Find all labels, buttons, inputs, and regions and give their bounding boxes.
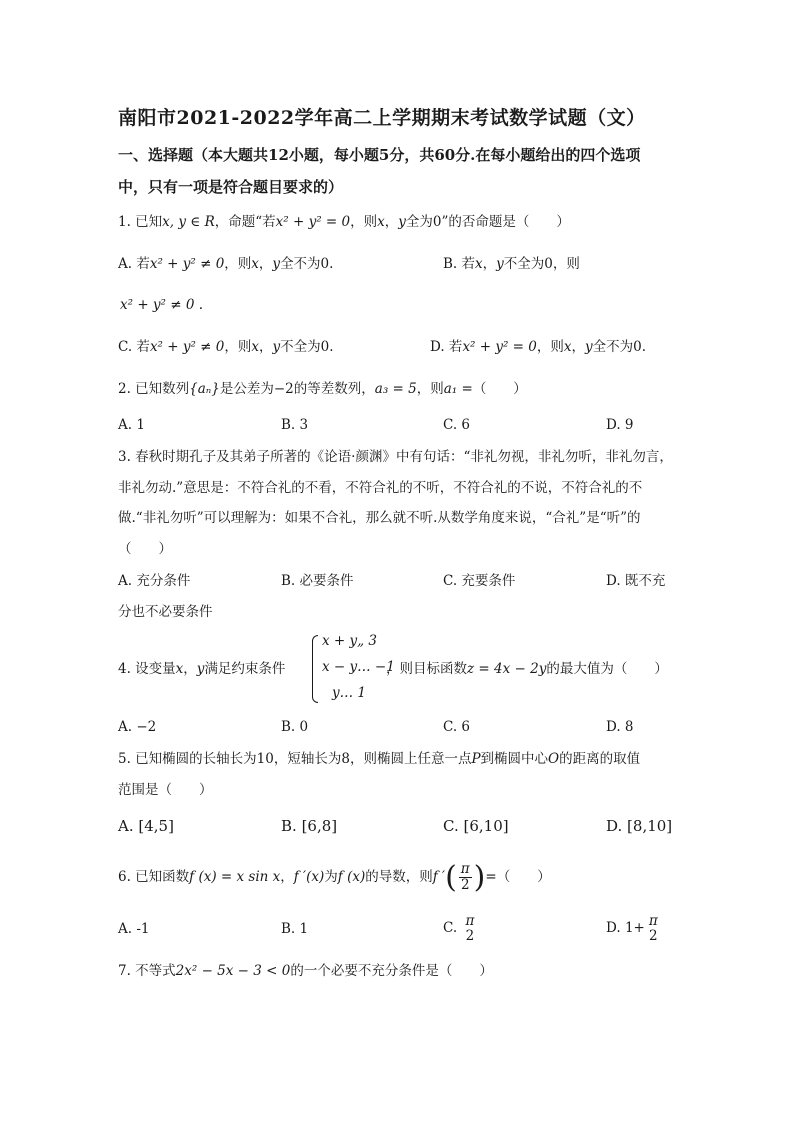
left-brace (312, 635, 318, 703)
question-4-option-a: A. −2 (118, 719, 157, 735)
question-1-option-a: A. 若x² + y² ≠ 0，则x，y全不为0. (118, 256, 334, 272)
question-6-option-c: C. π 2 (443, 912, 475, 944)
constraint-1: x + y„ 3 (322, 633, 378, 649)
question-2-option-b: B. 3 (281, 417, 309, 433)
question-3-option-c: C. 充要条件 (443, 573, 516, 589)
question-3-option-d: D. 既不充 (606, 573, 666, 589)
question-7-stem: 7. 不等式2x² − 5x − 3 < 0的一个必要不充分条件是（ ） (118, 963, 493, 979)
question-6-option-b: B. 1 (281, 921, 309, 937)
question-2-option-c: C. 6 (443, 417, 471, 433)
section-heading-line2: 中，只有一项是符合题目要求的） (118, 178, 344, 196)
question-2-option-a: A. 1 (118, 417, 145, 433)
question-3-line4: （ ） (118, 541, 172, 557)
fraction-pi-over-2: π 2 (648, 912, 658, 944)
question-1-option-c: C. 若x² + y² ≠ 0，则x，y不全为0. (118, 339, 334, 355)
question-1-option-b: B. 若x，y不全为0，则 (443, 256, 580, 272)
question-1-option-d: D. 若x² + y² = 0，则x，y全不为0. (430, 339, 647, 355)
exam-title: 南阳市2021-2022学年高二上学期期末考试数学试题（文） (118, 107, 646, 129)
constraint-3: y… 1 (332, 685, 367, 701)
question-5-option-c: C. [6,10] (443, 817, 509, 835)
math-eq: x² + y² = 0 (275, 214, 351, 230)
question-4-stem-right: ，则目标函数z = 4x − 2y的最大值为（ ） (386, 661, 668, 677)
question-4-option-d: D. 8 (606, 719, 634, 735)
question-5-option-a: A. [4,5] (118, 817, 174, 835)
question-2-stem: 2. 已知数列{aₙ}是公差为−2的等差数列，a₃ = 5，则a₁ =（ ） (118, 381, 527, 397)
left-paren: ( (445, 859, 457, 895)
question-5-option-d: D. [8,10] (606, 817, 673, 835)
question-6-option-d: D. 1+ π 2 (606, 912, 658, 944)
right-paren: ) (473, 859, 486, 895)
question-5-line2: 范围是（ ） (118, 782, 213, 798)
question-3-line2: 非礼勿动.”意思是：不符合礼的不看，不符合礼的不听，不符合礼的不说，不符合礼的不 (118, 480, 643, 496)
constraint-2: x − y… −1 (322, 659, 395, 675)
question-5-line1: 5. 已知椭圆的长轴长为10，短轴长为8，则椭圆上任意一点P到椭圆中心O的距离的取值 (118, 751, 641, 767)
constraint-system (312, 633, 395, 705)
question-3-line1: 3. 春秋时期孔子及其弟子所著的《论语·颜渊》中有句话：“非礼勿视，非礼勿听，非礼勿言， (118, 449, 673, 465)
question-4-option-c: C. 6 (443, 719, 471, 735)
question-3-option-b: B. 必要条件 (281, 573, 354, 589)
question-5-option-b: B. [6,8] (281, 817, 338, 835)
question-1-stem: 1. 已知x, y ∈ R，命题“若x² + y² = 0，则x，y全为0”的否命题是（ ） (118, 214, 570, 230)
question-4-option-b: B. 0 (281, 719, 309, 735)
question-2-option-d: D. 9 (606, 417, 634, 433)
fraction-pi-over-2: $\frac{\pi}{2}$ (460, 861, 470, 893)
question-6-option-a: A. -1 (118, 921, 150, 937)
question-1-option-b-cont: x² + y² ≠ 0 . (120, 297, 204, 313)
question-3-line3: 做.“非礼勿听”可以理解为：如果不合礼，那么就不听.从数学角度来说，“合礼”是“听”的 (118, 510, 641, 526)
question-6-stem: 6. 已知函数f (x) = x sin x，f ′(x)为f (x)的导数，则f ′( $\frac{\pi}{2}$ )=（ ） (118, 859, 551, 895)
math-vars: x, y ∈ R (162, 214, 215, 230)
question-4-stem-left: 4. 设变量x，y满足约束条件 (118, 661, 286, 677)
question-3-option-d-cont: 分也不必要条件 (118, 604, 213, 620)
fraction-pi-over-2: π 2 (465, 912, 475, 944)
section-heading-line1: 一、选择题（本大题共12小题，每小题5分，共60分.在每小题给出的四个选项 (118, 146, 641, 164)
question-3-option-a: A. 充分条件 (118, 573, 191, 589)
